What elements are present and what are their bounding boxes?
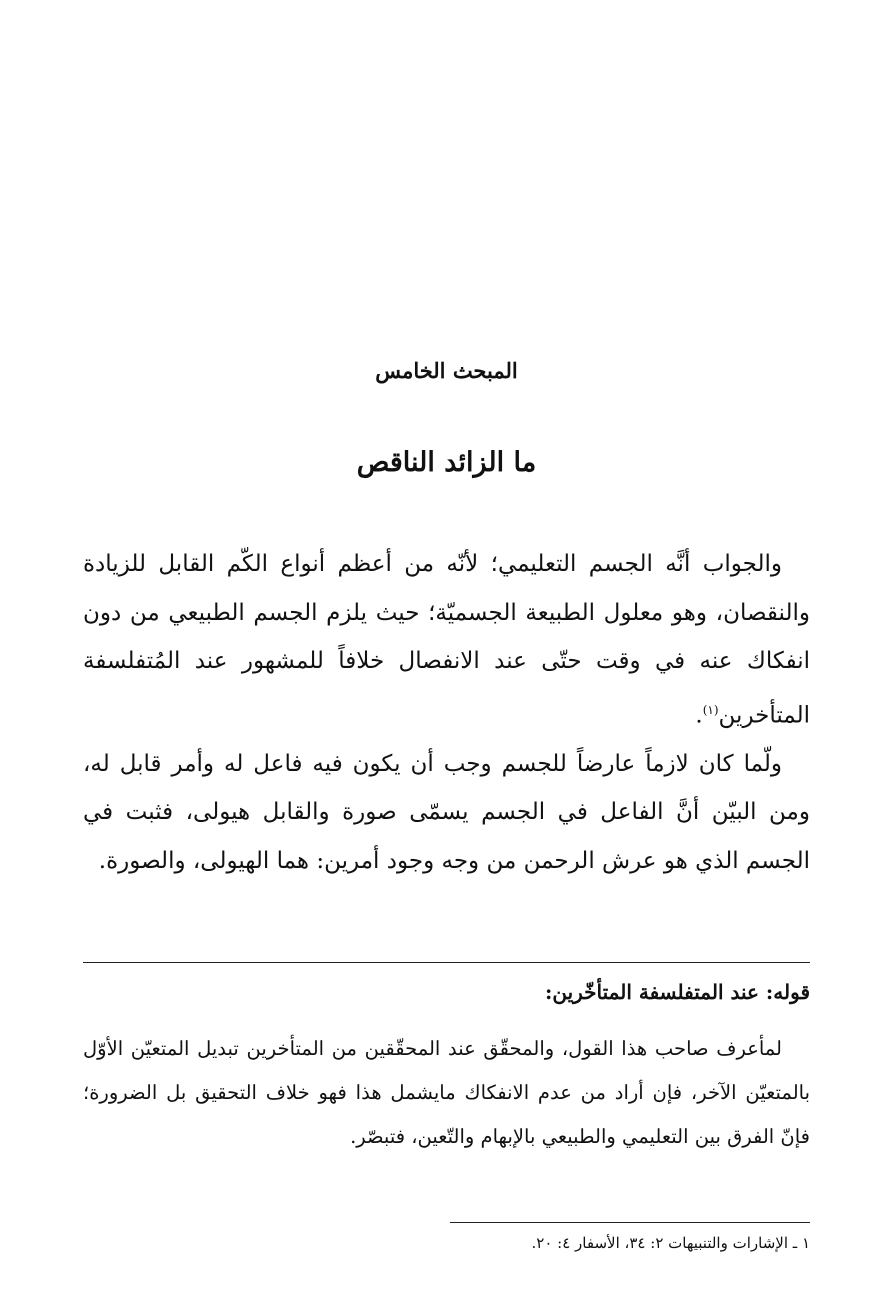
footnote: ١ ـ الإشارات والتنبيهات ٢: ٣٤، الأسفار ٤: ٢٠.	[531, 1234, 810, 1252]
section-title: ما الزائد الناقص	[356, 447, 537, 478]
paragraph-1-text: والجواب أنَّه الجسم التعليمي؛ لأنّه من أعظم أنواع الكّم القابل للزيادة والنقصان، وهو معلول الطبيعة الجسميّة؛ حيث يلزم الجسم الطبيعي من دون انفكاك عنه في وقت حتّى عند الانفصال خلافاً للمشهور عند المُتفلسفة المتأخرين	[83, 551, 810, 729]
paragraph-1	[83, 540, 810, 740]
commentary-paragraph: لمأعرف صاحب هذا القول، والمحقّق عند المحقّقين من المتأخرين تبديل المتعيّن الأوّل بالمتعيّن الآخر، فإن أراد من عدم الانفكاك مايشمل هذا فهو خلاف التحقيق بل الضرورة؛ فإنّ الفرق بين التعليمي والطبيعي بالإبهام والتّعين، فتبصّر.	[83, 1037, 810, 1148]
commentary-heading: قوله: عند المتفلسفة المتأخّرين:	[544, 980, 810, 1004]
paragraph-1-end: .	[695, 702, 703, 729]
footnote-rule	[450, 1222, 810, 1223]
footnote-reference: (١)	[702, 702, 719, 717]
paragraph-2: ولّما كان لازماً عارضاً للجسم وجب أن يكون فيه فاعل له وأمر قابل له، ومن البيّن أنَّ الفاعل في الجسم يسمّى صورة والقابل هيولى، فثبت في الجسم الذي هو عرش الرحمن من وجه وجود أمرين: هما الهيولى، والصورة.	[83, 750, 810, 874]
commentary-divider	[83, 962, 810, 963]
section-label: المبحث الخامس	[375, 358, 518, 383]
commentary-text	[83, 1027, 810, 1159]
main-text	[83, 540, 810, 885]
